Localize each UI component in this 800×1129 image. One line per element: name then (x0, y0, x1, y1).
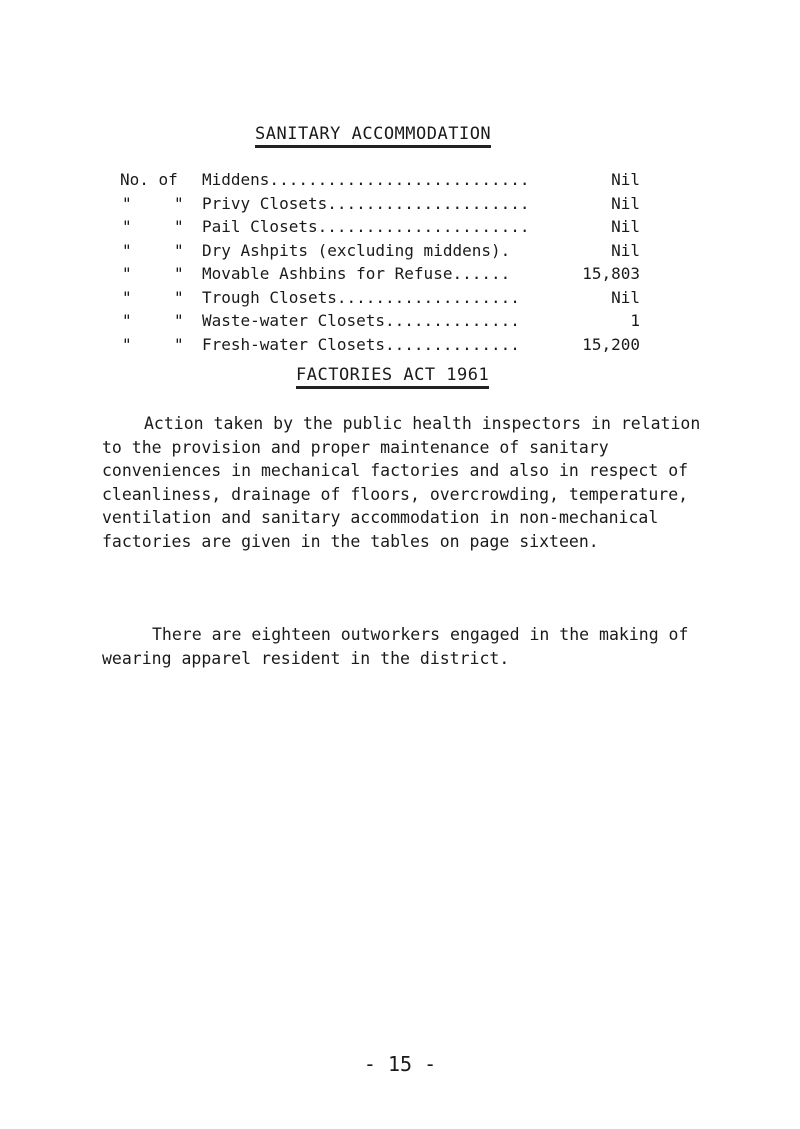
sanitary-accommodation-heading: SANITARY ACCOMMODATION (255, 124, 491, 148)
ditto-mark: " (174, 217, 184, 236)
ditto-mark: " (174, 193, 184, 213)
list-row (120, 309, 640, 333)
ditto-mark: " (122, 217, 132, 236)
ditto-mark: " (174, 311, 184, 330)
factories-act-heading: FACTORIES ACT 1961 (296, 365, 489, 389)
ditto-mark: " (174, 334, 184, 354)
row-label: Pail Closets...................... (202, 217, 530, 236)
ditto-mark: " (174, 287, 184, 307)
list-row (120, 333, 640, 357)
row-label: Privy Closets..................... (202, 193, 530, 213)
ditto-mark: " (122, 240, 132, 260)
row-value: Nil (611, 217, 640, 236)
list-row (120, 168, 640, 192)
list-row (120, 215, 640, 239)
list-row (120, 192, 640, 216)
row-label: Movable Ashbins for Refuse...... (202, 264, 511, 283)
row-value: Nil (611, 193, 640, 213)
page-number: - 15 - (363, 1052, 437, 1076)
row-label: Middens........................... (202, 170, 530, 189)
row-label: Trough Closets................... (202, 287, 520, 307)
list-row (120, 262, 640, 286)
action-taken-paragraph: Action taken by the public health inspectors in relation to the provision and proper maintenance of sanitary conveniences in mechanical factories and also in respect of cleanliness, drainage of floors, overcrowding, temperature, ventilation and sanitary accommodation in non-mechanical factories are given in the tables on page sixteen. (102, 414, 701, 551)
row-value: 1 (630, 311, 640, 330)
row-prefix: No. of (120, 170, 178, 189)
outworkers-paragraph: There are eighteen outworkers engaged in the making of wearing apparel resident in the district. (102, 625, 689, 668)
ditto-mark: " (122, 193, 132, 213)
list-row (120, 239, 640, 263)
sanitary-accommodation-list (120, 168, 640, 356)
row-value: 15,200 (582, 334, 640, 354)
row-label: Waste-water Closets.............. (202, 311, 520, 330)
row-label: Fresh-water Closets.............. (202, 334, 520, 354)
ditto-mark: " (122, 311, 132, 330)
ditto-mark: " (122, 264, 132, 283)
row-value: Nil (611, 170, 640, 189)
list-row (120, 286, 640, 310)
row-value: Nil (611, 240, 640, 260)
row-label: Dry Ashpits (excluding middens). (202, 240, 511, 260)
ditto-mark: " (122, 334, 132, 354)
row-value: Nil (611, 287, 640, 307)
ditto-mark: " (122, 287, 132, 307)
ditto-mark: " (174, 240, 184, 260)
row-value: 15,803 (582, 264, 640, 283)
ditto-mark: " (174, 264, 184, 283)
